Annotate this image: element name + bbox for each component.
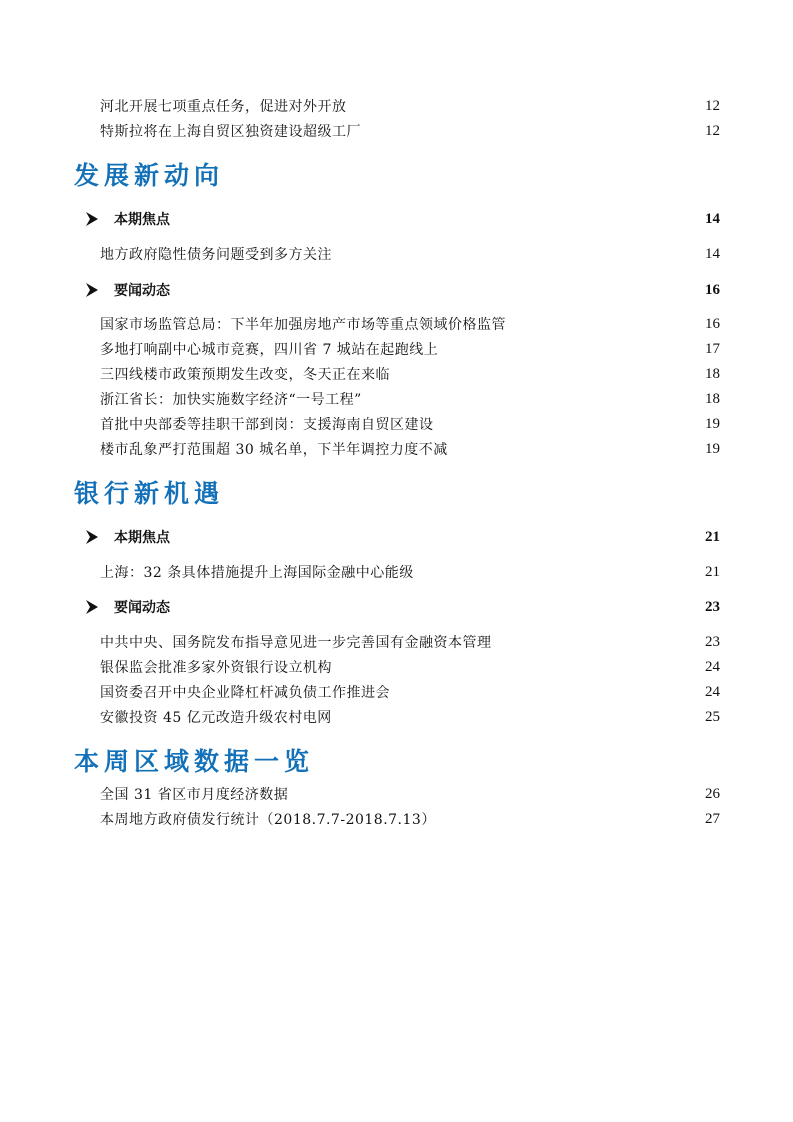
section-title: 银行新机遇: [74, 479, 225, 508]
toc-entry[interactable]: [100, 438, 720, 460]
toc-group-heading[interactable]: [86, 595, 720, 619]
arrow-bullet-icon: [86, 600, 98, 614]
toc-entry-page: 19: [705, 440, 720, 457]
toc-entry[interactable]: [100, 243, 720, 265]
toc-group-heading[interactable]: [86, 525, 720, 549]
arrow-bullet-icon: [86, 530, 98, 544]
group-page: 21: [705, 528, 720, 545]
toc-entry[interactable]: [100, 656, 720, 678]
toc-entry-title: 银保监会批准多家外资银行设立机构: [100, 660, 332, 676]
toc-entry-title: 本周地方政府债发行统计（2018.7.7-2018.7.13）: [100, 812, 436, 828]
toc-entry-title: 三四线楼市政策预期发生改变，冬天正在来临: [100, 367, 390, 383]
toc-entry-page: 19: [705, 415, 720, 432]
toc-entry[interactable]: [100, 706, 720, 728]
toc-entry-title: 多地打响副中心城市竞赛，四川省 7 城站在起跑线上: [100, 342, 439, 358]
toc-entry-title: 河北开展七项重点任务，促进对外开放: [100, 99, 347, 115]
toc-entry-title: 国资委召开中央企业降杠杆减负债工作推进会: [100, 685, 390, 701]
toc-entry[interactable]: [100, 631, 720, 653]
toc-entry-title: 楼市乱象严打范围超 30 城名单，下半年调控力度不减: [100, 442, 448, 458]
toc-entry-title: 特斯拉将在上海自贸区独资建设超级工厂: [100, 124, 361, 140]
toc-entry[interactable]: [100, 783, 720, 805]
toc-entry-page: 24: [705, 658, 720, 675]
group-page: 23: [705, 598, 720, 615]
section-title: 本周区域数据一览: [74, 747, 315, 776]
group-title: 本期焦点: [114, 530, 170, 546]
toc-entry-title: 中共中央、国务院发布指导意见进一步完善国有金融资本管理: [100, 635, 492, 651]
toc-entry[interactable]: [100, 338, 720, 360]
toc-entry[interactable]: [100, 95, 720, 117]
toc-entry-page: 17: [705, 340, 720, 357]
toc-entry[interactable]: [100, 681, 720, 703]
toc-entry-title: 国家市场监管总局：下半年加强房地产市场等重点领域价格监管: [100, 317, 506, 333]
toc-entry[interactable]: [100, 313, 720, 335]
arrow-bullet-icon: [86, 283, 98, 297]
toc-entry-page: 27: [705, 810, 720, 827]
toc-entry[interactable]: [100, 120, 720, 142]
toc-entry-title: 安徽投资 45 亿元改造升级农村电网: [100, 710, 332, 726]
group-title: 要闻动态: [114, 283, 170, 299]
toc-entry-page: 14: [705, 245, 720, 262]
toc-entry[interactable]: [100, 808, 720, 830]
toc-entry-title: 首批中央部委等挂职干部到岗：支援海南自贸区建设: [100, 417, 434, 433]
toc-entry-page: 25: [705, 708, 720, 725]
toc-group-heading[interactable]: [86, 207, 720, 231]
toc-entry-page: 18: [705, 365, 720, 382]
arrow-bullet-icon: [86, 212, 98, 226]
toc-entry-page: 24: [705, 683, 720, 700]
toc-entry-page: 26: [705, 785, 720, 802]
toc-entry-title: 全国 31 省区市月度经济数据: [100, 787, 289, 803]
group-title: 本期焦点: [114, 212, 170, 228]
toc-entry[interactable]: [100, 388, 720, 410]
toc-entry-page: 12: [705, 97, 720, 114]
toc-entry-page: 16: [705, 315, 720, 332]
toc-entry-title: 浙江省长：加快实施数字经济“一号工程”: [100, 392, 362, 408]
toc-group-heading[interactable]: [86, 278, 720, 302]
toc-entry-page: 18: [705, 390, 720, 407]
toc-entry[interactable]: [100, 363, 720, 385]
group-title: 要闻动态: [114, 600, 170, 616]
toc-entry-page: 23: [705, 633, 720, 650]
toc-entry-page: 12: [705, 122, 720, 139]
group-page: 14: [705, 210, 720, 227]
toc-entry-title: 地方政府隐性债务问题受到多方关注: [100, 247, 332, 263]
section-title: 发展新动向: [74, 161, 225, 190]
toc-entry-page: 21: [705, 563, 720, 580]
toc-entry[interactable]: [100, 413, 720, 435]
group-page: 16: [705, 281, 720, 298]
toc-entry-title: 上海：32 条具体措施提升上海国际金融中心能级: [100, 565, 414, 581]
toc-entry[interactable]: [100, 561, 720, 583]
